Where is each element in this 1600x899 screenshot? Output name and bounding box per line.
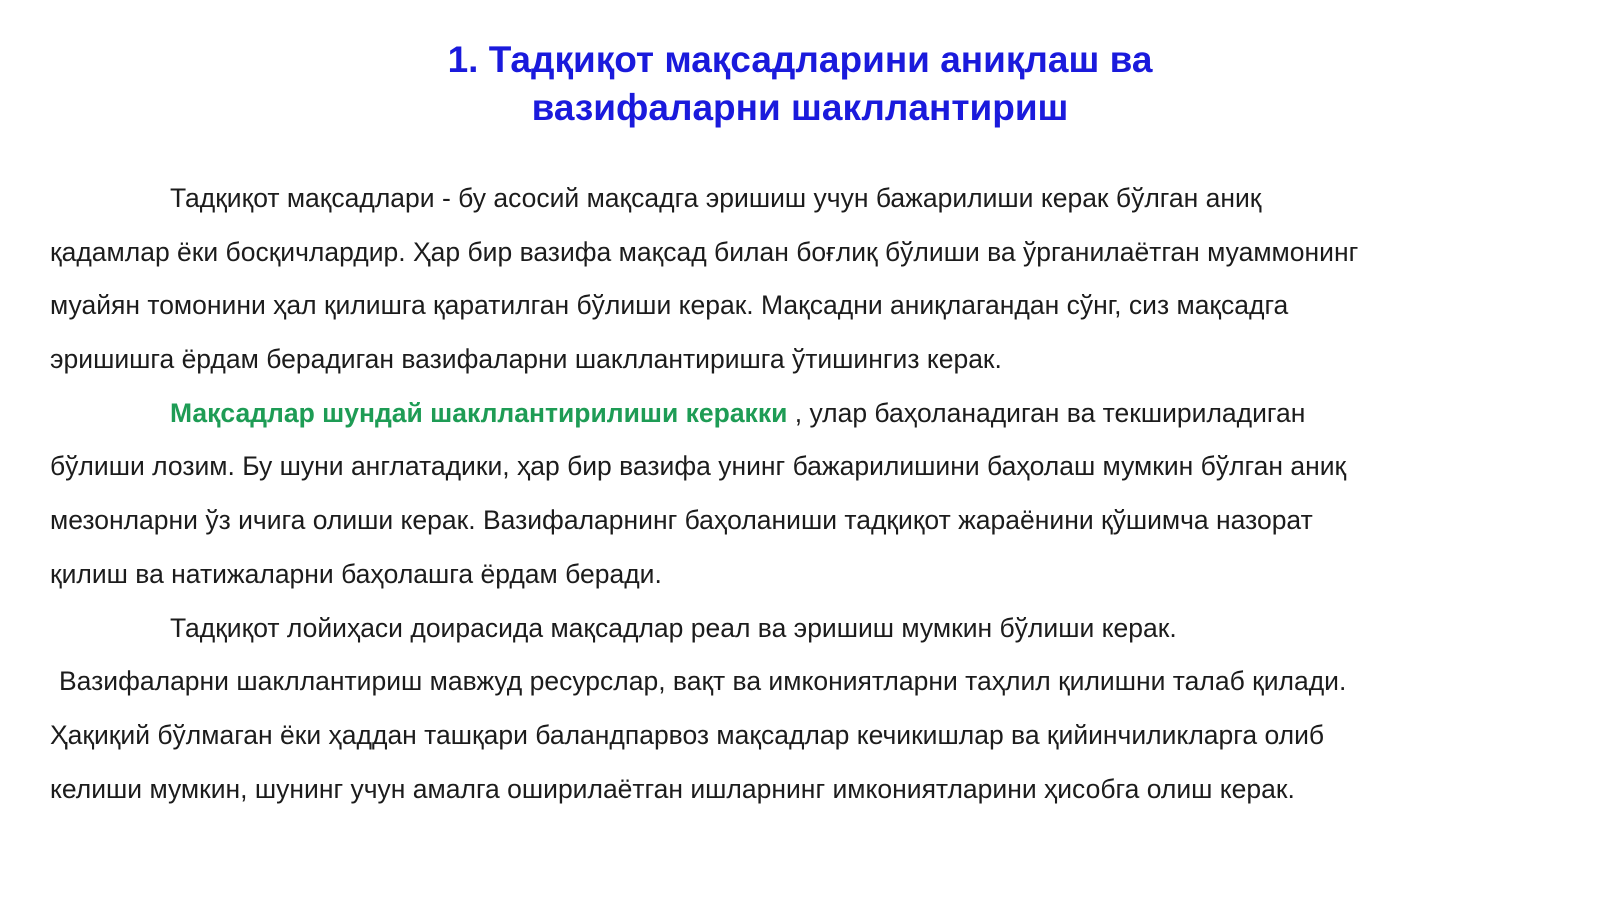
title-line-2: вазифаларни шакллантириш xyxy=(531,87,1069,128)
paragraph-line: муайян томонини ҳал қилишга қаратилган бўлиши керак. Мақсадни аниқлагандан сўнг, сиз мақсадга xyxy=(50,290,1289,321)
paragraph-line-rest: , улар баҳоланадиган ва текшириладиган xyxy=(787,397,1306,428)
paragraph-line: қилиш ва натижаларни баҳолашга ёрдам беради. xyxy=(50,558,662,589)
paragraph-line: мезонларни ўз ичига олиши керак. Вазифаларнинг баҳоланиши тадқиқот жараёнини қўшимча назорат xyxy=(50,505,1313,536)
paragraph-line xyxy=(50,387,1580,441)
paragraph-line: Ҳақиқий бўлмаган ёки ҳаддан ташқари баландпарвоз мақсадлар кечикишлар ва қийинчиликларга олиб xyxy=(50,719,1325,750)
slide-title xyxy=(200,36,1400,132)
title-line-1: 1. Тадқиқот мақсадларини аниқлаш ва xyxy=(447,39,1153,80)
paragraph-line: қадамлар ёки босқичлардир. Ҳар бир вазифа мақсад билан боғлиқ бўлиши ва ўрганилаётган муаммонинг xyxy=(50,236,1359,267)
paragraph-realistic-goals xyxy=(50,602,1580,817)
paragraph-line: бўлиши лозим. Бу шуни англатадики, ҳар бир вазифа унинг бажарилишини баҳолаш мумкин бўлган аниқ xyxy=(50,451,1347,482)
highlighted-phrase: Мақсадлар шундай шакллантирилиши керакки xyxy=(170,397,788,428)
paragraph-line: Тадқиқот лойиҳаси доирасида мақсадлар реал ва эришиш мумкин бўлиши керак. xyxy=(170,612,1177,643)
paragraph-line: эришишга ёрдам берадиган вазифаларни шакллантиришга ўтишингиз керак. xyxy=(50,344,1002,375)
paragraph-line: келиши мумкин, шунинг учун амалга оширилаётган ишларнинг имкониятларини ҳисобга олиш керак. xyxy=(50,773,1295,804)
paragraph-evaluable-goals xyxy=(50,387,1580,602)
paragraph-line: Вазифаларни шакллантириш мавжуд ресурслар, вақт ва имкониятларни таҳлил қилишни талаб қилади. xyxy=(59,666,1347,697)
paragraph-goals-definition xyxy=(50,172,1580,387)
paragraph-line: Тадқиқот мақсадлари - бу асосий мақсадга эришиш учун бажарилиши керак бўлган аниқ xyxy=(170,183,1262,213)
slide-body xyxy=(50,172,1580,816)
